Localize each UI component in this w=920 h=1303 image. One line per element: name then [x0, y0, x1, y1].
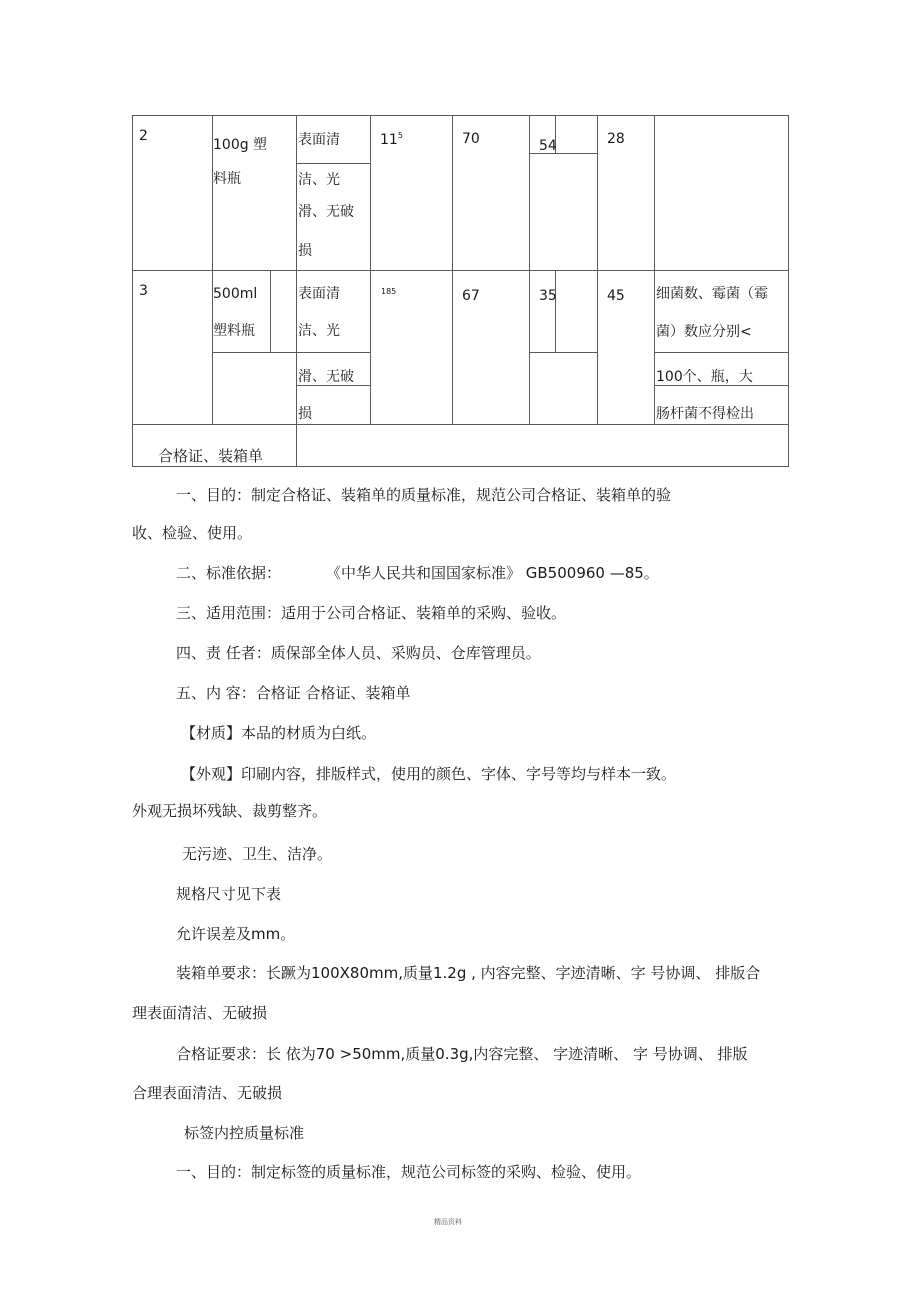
paragraph: 【外观】印刷内容，排版样式，使用的颜色、字体、字号等均与样本一致。	[181, 765, 677, 783]
paragraph: 五、内 容：合格证 合格证、装箱单	[176, 684, 411, 702]
appearance-text: 表面清	[298, 286, 340, 302]
remark-text: 肠杆菌不得检出	[656, 406, 754, 422]
item-name: 塑料瓶	[213, 323, 255, 339]
table-section-label: 合格证、装箱单	[158, 447, 264, 465]
value-cell: 28	[607, 131, 625, 147]
footer-text: 精品资料	[434, 1218, 462, 1226]
table-row-divider	[132, 270, 788, 271]
table-border-right	[788, 115, 789, 467]
paragraph: 四、责 任者：质保部全体人员、采购员、仓库管理员。	[176, 644, 541, 662]
paragraph: 外观无损坏残缺、裁剪整齐。	[132, 802, 328, 820]
table-row-divider	[132, 424, 788, 425]
table-line	[654, 115, 655, 424]
value-cell: 54	[539, 138, 557, 154]
paragraph: 二、标准依据：	[176, 564, 282, 582]
paragraph: 合理表面清洁、无破损	[132, 1084, 283, 1102]
table-line	[529, 115, 530, 424]
table-line	[529, 352, 597, 353]
paragraph: 无污迹、卫生、洁净。	[182, 845, 333, 863]
value-cell: 67	[462, 288, 480, 304]
table-line	[555, 270, 556, 352]
table-line	[296, 115, 297, 467]
value-cell: 185	[381, 287, 397, 296]
table-line	[270, 270, 271, 352]
section-heading: 标签内控质量标准	[184, 1124, 305, 1142]
remark-text: 100个、瓶，大	[656, 369, 753, 385]
paragraph: 允许误差及mm。	[176, 925, 296, 943]
remark-text: 细菌数、霉菌（霉	[656, 286, 768, 302]
paragraph: 理表面清洁、无破损	[132, 1004, 268, 1022]
table-line	[212, 115, 213, 424]
value-cell: 45	[607, 288, 625, 304]
table-line	[597, 115, 598, 424]
appearance-text: 洁、光	[298, 323, 340, 339]
row-number: 3	[139, 283, 148, 299]
paragraph: 三、适用范围：适用于公司合格证、装箱单的采购、验收。	[176, 604, 567, 622]
appearance-text: 表面清	[298, 132, 340, 148]
remark-text: 菌）数应分别<	[656, 324, 752, 340]
appearance-text: 滑、无破	[298, 204, 354, 220]
table-line	[212, 352, 370, 353]
paragraph: 合格证要求：长 依为70 >50mm,质量0.3g,内容完整、 字迹清晰、 字 号协调、 排版	[176, 1045, 748, 1063]
table-line	[370, 115, 371, 424]
table-border-top	[132, 115, 788, 116]
item-name: 500ml	[213, 286, 258, 302]
table-line	[654, 352, 788, 353]
paragraph: 一、目的：制定合格证、装箱单的质量标准，规范公司合格证、装箱单的验	[176, 486, 672, 504]
paragraph: 【材质】本品的材质为白纸。	[181, 724, 377, 742]
item-name: 100g 塑	[213, 137, 268, 153]
paragraph: 装箱单要求：长蹶为100X80mm,质量1.2g , 内容完整、字迹清晰、字 号协调、 排版合	[176, 964, 761, 982]
table-line	[654, 385, 788, 386]
paragraph: 《中华人民共和国国家标准》 GB500960 —85。	[326, 564, 659, 582]
table-line	[452, 115, 453, 424]
value-cell: 70	[462, 131, 480, 147]
appearance-text: 损	[298, 406, 312, 422]
paragraph: 规格尺寸见下表	[176, 885, 282, 903]
appearance-text: 洁、光	[298, 172, 340, 188]
row-number: 2	[139, 128, 148, 144]
paragraph: 收、检验、使用。	[132, 524, 253, 542]
value-cell: 35	[539, 288, 557, 304]
appearance-text: 滑、无破	[298, 369, 354, 385]
table-border-left	[132, 115, 133, 467]
paragraph: 一、目的：制定标签的质量标准，规范公司标签的采购、检验、使用。	[176, 1163, 642, 1181]
table-line	[296, 163, 370, 164]
table-border-bottom	[132, 466, 788, 467]
table-line	[296, 385, 370, 386]
item-name: 料瓶	[213, 171, 241, 187]
value-cell: $11^5$	[380, 131, 403, 148]
appearance-text: 损	[298, 243, 312, 259]
